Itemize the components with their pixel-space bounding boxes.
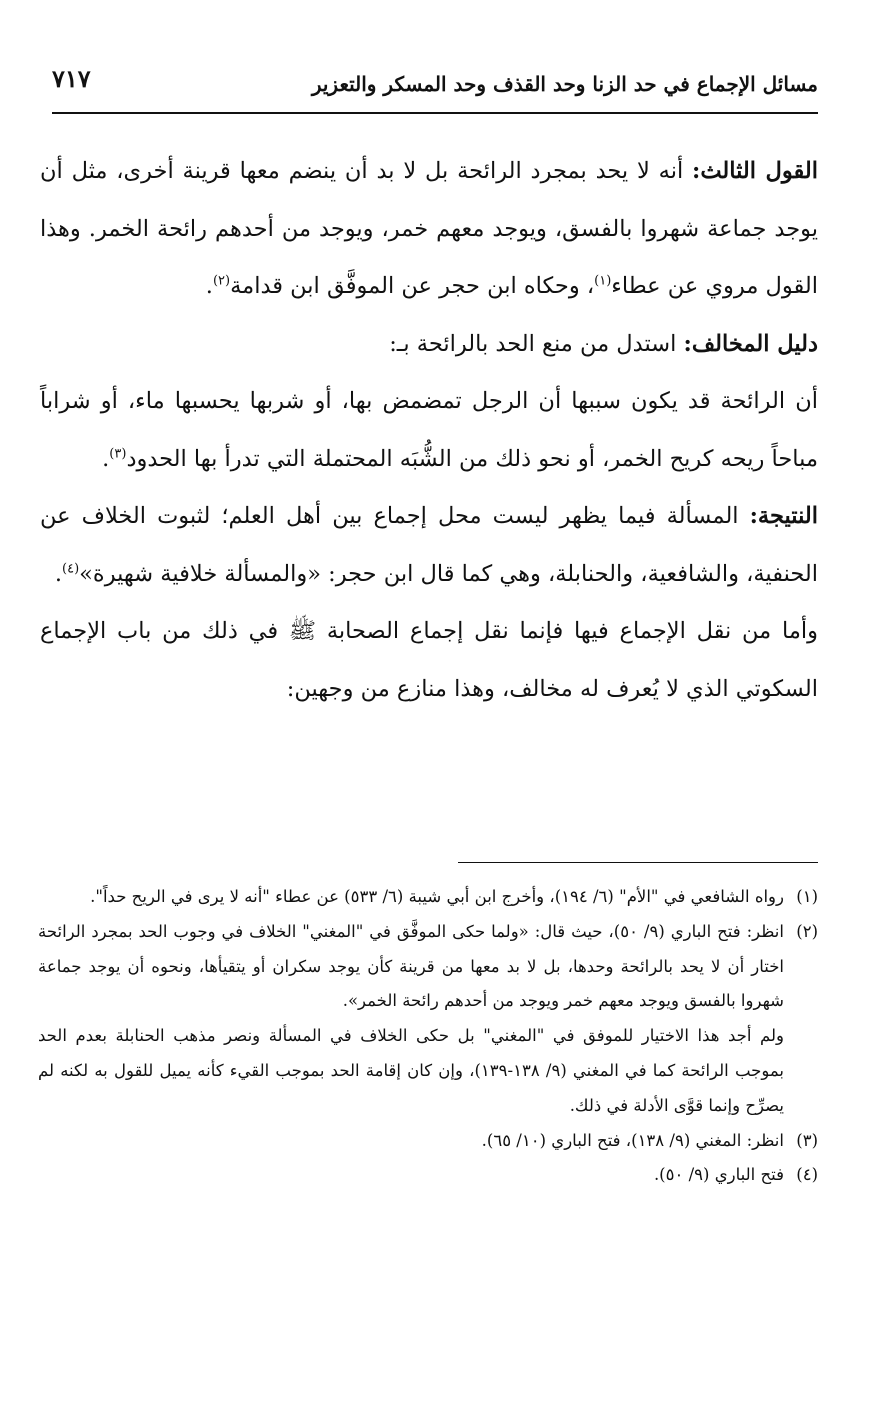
footnote-number: (٤): [796, 1165, 818, 1185]
footnote-ref[interactable]: (١): [594, 273, 612, 289]
heading-opponent-evidence: دليل المخالف:: [683, 330, 818, 357]
paragraph-opponent-evidence: [40, 316, 818, 374]
paragraph-text: أن الرائحة قد يكون سببها أن الرجل تمضمض بها، أو شربها يحسبها ماء، أو شراباً مباحاً ريحه كريح الخمر، أو نحو ذلك من الشُّبَه المحتملة التي تدرأ بها الحدود: [40, 388, 818, 472]
heading-conclusion: النتيجة:: [749, 503, 818, 529]
paragraph-text: استدل من منع الحد بالرائحة بـ:: [389, 330, 684, 357]
footnote-text: رواه الشافعي في "الأم" (٦/ ١٩٤)، وأخرج ابن أبي شيبة (٦/ ٥٣٣) عن عطاء "أنه لا يرى في الريح حداً".: [90, 887, 784, 906]
page-number: ٧١٧: [52, 64, 91, 93]
footnote-1: [38, 880, 818, 915]
paragraph-text: المسألة فيما يظهر ليست محل إجماع بين أهل العلم؛ لثبوت الخلاف عن الحنفية، والشافعية، والحنابلة، وهي كما قال ابن حجر: «والمسألة خلافية شهيرة»: [40, 503, 818, 587]
footnote-ref[interactable]: (٣): [109, 446, 127, 461]
footnote-ref[interactable]: (٤): [62, 561, 80, 576]
footnote-number: (٢): [796, 921, 818, 941]
footnote-separator: [458, 862, 818, 863]
paragraph-smell-reason: [40, 373, 818, 488]
footnotes: [38, 880, 818, 1193]
footnote-text: انظر: فتح الباري (٩/ ٥٠)، حيث قال: «ولما حكى الموفَّق في "المغني" الخلاف في وجوب الحد بمجرد الرائحة اختار أن لا يحد بالرائحة وحدها، بل لا بد معها من قرينة كأن يوجد سكران أو يتقيأها، ونحوه أن يوجد جماعة شهروا بالفسق ويوجد معهم خمر ويوجد من أحدهم رائحة الخمر».: [38, 921, 784, 1011]
footnote-4: [38, 1158, 818, 1193]
footnote-2-continuation: ولم أجد هذا الاختيار للموفق في "المغني" بل حكى الخلاف في المسألة ونصر مذهب الحنابلة بعدم الحد بموجب الرائحة كما في المغني (٩/ ١٣٨-١٣٩)، وإن كان إقامة الحد بموجب القيء كأنه يميل للقول به لكنه لم يصرِّح وإنما قوَّى الأدلة في ذلك.: [38, 1026, 784, 1115]
footnote-text: انظر: المغني (٩/ ١٣٨)، فتح الباري (١٠/ ٦٥).: [481, 1130, 784, 1150]
footnote-text: فتح الباري (٩/ ٥٠).: [653, 1165, 784, 1185]
paragraph-text: وأما من نقل الإجماع فيها فإنما نقل إجماع الصحابة ﷺ في ذلك من باب الإجماع السكوتي الذي لا يُعرف له مخالف، وهذا منازع من وجهين:: [40, 618, 818, 702]
footnote-2: [38, 915, 818, 1019]
paragraph-text: .: [205, 273, 213, 299]
running-title: مسائل الإجماع في حد الزنا وحد القذف وحد المسكر والتعزير: [311, 72, 818, 96]
paragraph-conclusion: [40, 488, 818, 603]
paragraph-text: .: [54, 560, 63, 587]
paragraph-third-opinion: [40, 143, 818, 316]
main-text: [40, 143, 818, 718]
page-header: [52, 62, 818, 110]
paragraph-text: ، وحكاه ابن حجر عن الموفَّق ابن قدامة: [230, 273, 595, 299]
paragraph-consensus: [40, 603, 818, 718]
header-rule: [52, 112, 818, 114]
footnote-ref[interactable]: (٢): [212, 273, 231, 289]
paragraph-text: .: [102, 445, 110, 472]
footnote-3: [38, 1124, 818, 1159]
heading-third-opinion: القول الثالث:: [692, 158, 818, 184]
paragraph-text: أنه لا يحد بمجرد الرائحة بل لا بد أن ينضم معها قرينة أخرى، مثل أن يوجد جماعة شهروا بالفسق، ويوجد معهم خمر، ويوجد من أحدهم رائحة الخمر. وهذا القول مروي عن عطاء: [40, 158, 818, 299]
footnote-number: (١): [796, 887, 818, 906]
footnote-number: (٣): [796, 1130, 818, 1150]
